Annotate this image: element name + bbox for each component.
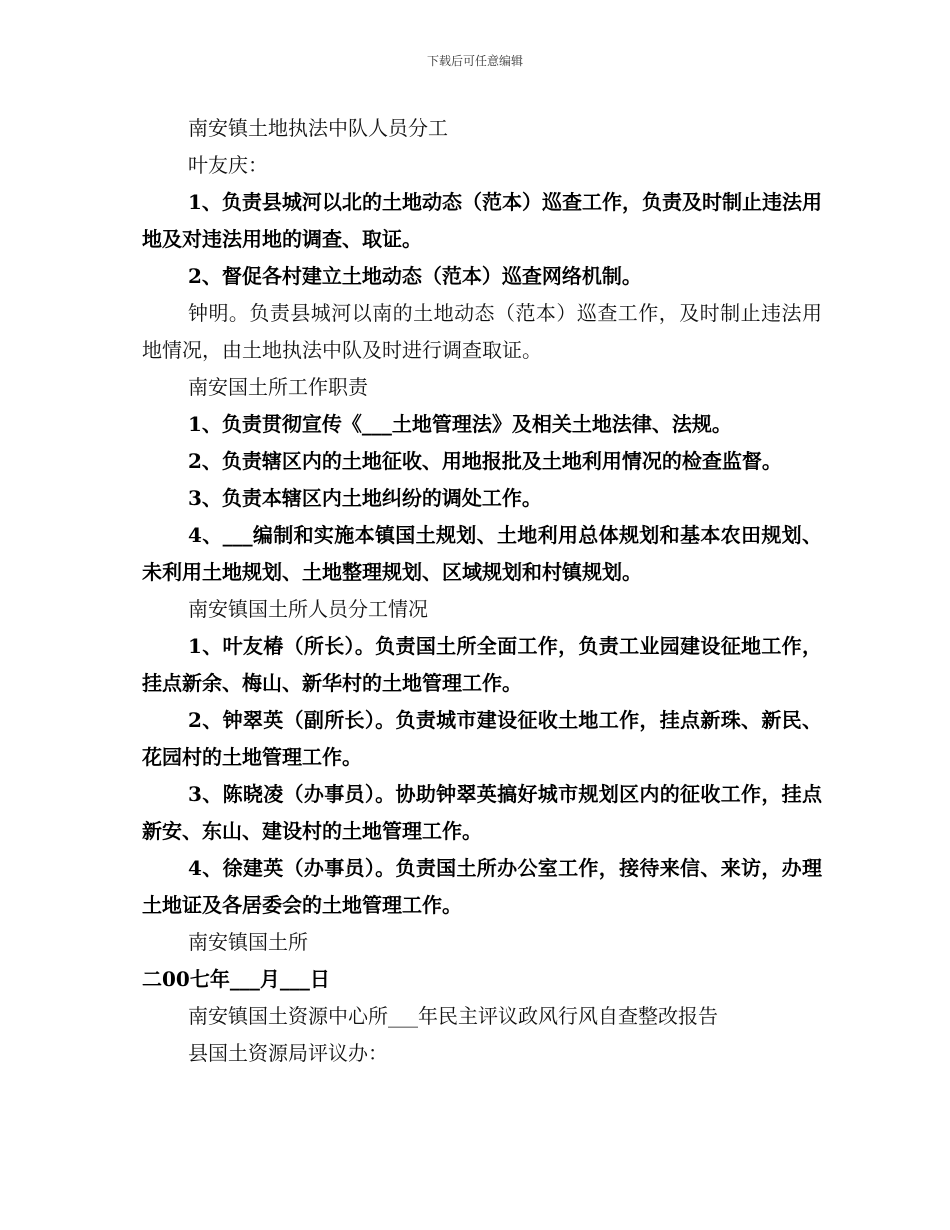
duty-item: 2、负责辖区内的土地征收、用地报批及土地利用情况的检查监督。 [188,449,782,473]
section-title-enforcement-team: 南安镇土地执法中队人员分工 [188,116,448,140]
person-name-ye-youqing: 叶友庆： [188,153,268,177]
signature-organization: 南安镇国土所 [188,930,308,954]
duty-item: 3、负责本辖区内土地纠纷的调处工作。 [188,486,542,510]
page-header-note: 下载后可任意编辑 [426,54,523,68]
section-title-office-duties: 南安国土所工作职责 [188,375,368,399]
duty-item: 2、督促各村建立土地动态（范本）巡查网络机制。 [188,264,642,288]
duty-item: 4、___编制和实施本镇国土规划、土地利用总体规划和基本农田规划、未利用土地规划、土地整理规划、区域规划和村镇规划。 [142,523,822,584]
duty-item: 1、负责县城河以北的土地动态（范本）巡查工作，负责及时制止违法用地及对违法用地的调查、取证。 [142,190,822,251]
staff-item: 2、钟翠英（副所长）。负责城市建设征收土地工作，挂点新珠、新民、花园村的土地管理工作。 [142,708,822,769]
report-title: 南安镇国土资源中心所___年民主评议政风行风自查整改报告 [188,1004,718,1028]
duty-paragraph-zhong-ming: 钟明。负责县城河以南的土地动态（范本）巡查工作，及时制止违法用地情况，由土地执法中队及时进行调查取证。 [142,301,822,362]
section-title-staff-division: 南安镇国土所人员分工情况 [188,597,428,621]
duty-item: 1、负责贯彻宣传《___土地管理法》及相关土地法律、法规。 [188,412,732,436]
report-salutation: 县国土资源局评议办： [188,1041,388,1065]
staff-item: 4、徐建英（办事员）。负责国土所办公室工作，接待来信、来访，办理土地证及各居委会的土地管理工作。 [142,856,822,917]
document-body [142,110,822,1072]
staff-item: 3、陈晓凌（办事员）。协助钟翠英搞好城市规划区内的征收工作，挂点新安、东山、建设村的土地管理工作。 [142,782,822,843]
signature-date: 二00七年___月___日 [142,967,330,991]
staff-item: 1、叶友椿（所长）。负责国土所全面工作，负责工业园建设征地工作，挂点新余、梅山、新华村的土地管理工作。 [142,634,822,695]
